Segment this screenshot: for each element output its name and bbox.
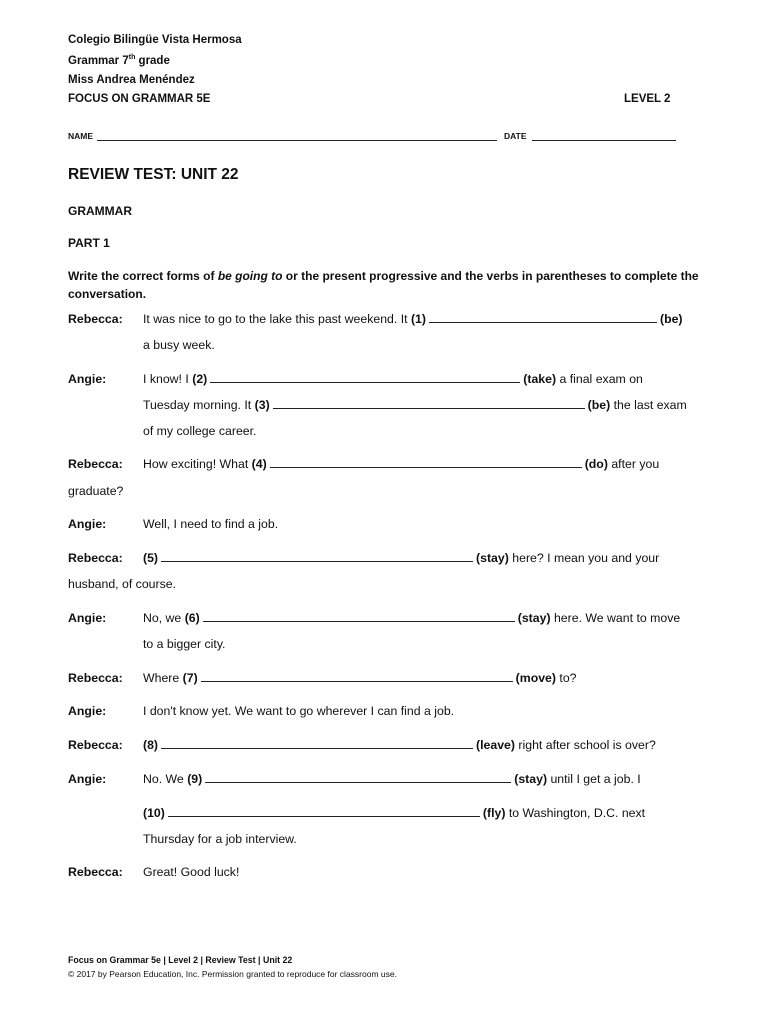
date-field[interactable] [532, 140, 676, 141]
teacher-name: Miss Andrea Menéndez [68, 74, 195, 86]
dialogue-line-3-cont: of my college career. [143, 424, 257, 438]
footer-copyright: © 2017 by Pearson Education, Inc. Permission granted to reproduce for classroom use. [68, 969, 397, 979]
dialogue-line-4-cont: graduate? [68, 484, 124, 498]
dialogue-line-6: Angie: No, we (6) (stay) here. We want to move [68, 611, 681, 625]
dialogue-line-10-cont: Thursday for a job interview. [143, 832, 297, 846]
book-title: FOCUS ON GRAMMAR 5E [68, 93, 211, 105]
dialogue-line-4: Rebecca: How exciting! What (4) (do) after you [68, 457, 660, 471]
answer-blank-9[interactable] [205, 772, 511, 783]
answer-blank-4[interactable] [270, 457, 582, 468]
answer-blank-2[interactable] [210, 372, 520, 383]
dialogue-line-1: Rebecca: It was nice to go to the lake this past weekend. It (1) (be) [68, 312, 683, 326]
dialogue-line-9: Angie: No. We (9) (stay) until I get a job. I [68, 772, 641, 786]
page-title: REVIEW TEST: UNIT 22 [68, 166, 239, 183]
answer-blank-6[interactable] [203, 611, 515, 622]
section-heading: GRAMMAR [68, 204, 132, 218]
answer-blank-5[interactable] [161, 551, 473, 562]
answer-blank-7[interactable] [201, 671, 513, 682]
date-label: DATE [504, 131, 527, 141]
dialogue-line-end: Rebecca: Great! Good luck! [68, 865, 240, 879]
dialogue-line-job: Angie: Well, I need to find a job. [68, 517, 279, 531]
dialogue-line-2: Angie: I know! I (2) (take) a final exam on [68, 372, 643, 386]
dialogue-line-7: Rebecca: Where (7) (move) to? [68, 671, 577, 685]
part-heading: PART 1 [68, 236, 110, 250]
dialogue-line-5: Rebecca: (5) (stay) here? I mean you and your [68, 551, 660, 565]
dialogue-line-8: Rebecca: (8) (leave) right after school is over? [68, 738, 656, 752]
instructions: Write the correct forms of be going to or the present progressive and the verbs in parentheses to complete the conversation. [68, 269, 699, 301]
dialogue-line-know: Angie: I don't know yet. We want to go wherever I can find a job. [68, 704, 455, 718]
dialogue-line-3: Tuesday morning. It (3) (be) the last exam [143, 398, 687, 412]
grade-label: Grammar 7th grade [68, 54, 170, 67]
dialogue-line-6-cont: to a bigger city. [143, 637, 226, 651]
answer-blank-8[interactable] [161, 738, 473, 749]
dialogue-line-5-cont: husband, of course. [68, 577, 177, 591]
answer-blank-10[interactable] [168, 806, 480, 817]
name-label: NAME [68, 131, 94, 141]
footer-book-info: Focus on Grammar 5e | Level 2 | Review Test | Unit 22 [68, 955, 293, 965]
school-name: Colegio Bilingüe Vista Hermosa [68, 34, 242, 46]
answer-blank-3[interactable] [273, 398, 585, 409]
dialogue-line-10: (10) (fly) to Washington, D.C. next [143, 806, 646, 820]
dialogue-line-1-cont: a busy week. [143, 338, 215, 352]
answer-blank-1[interactable] [429, 312, 657, 323]
level-label: LEVEL 2 [624, 93, 671, 105]
name-field[interactable] [97, 140, 497, 141]
